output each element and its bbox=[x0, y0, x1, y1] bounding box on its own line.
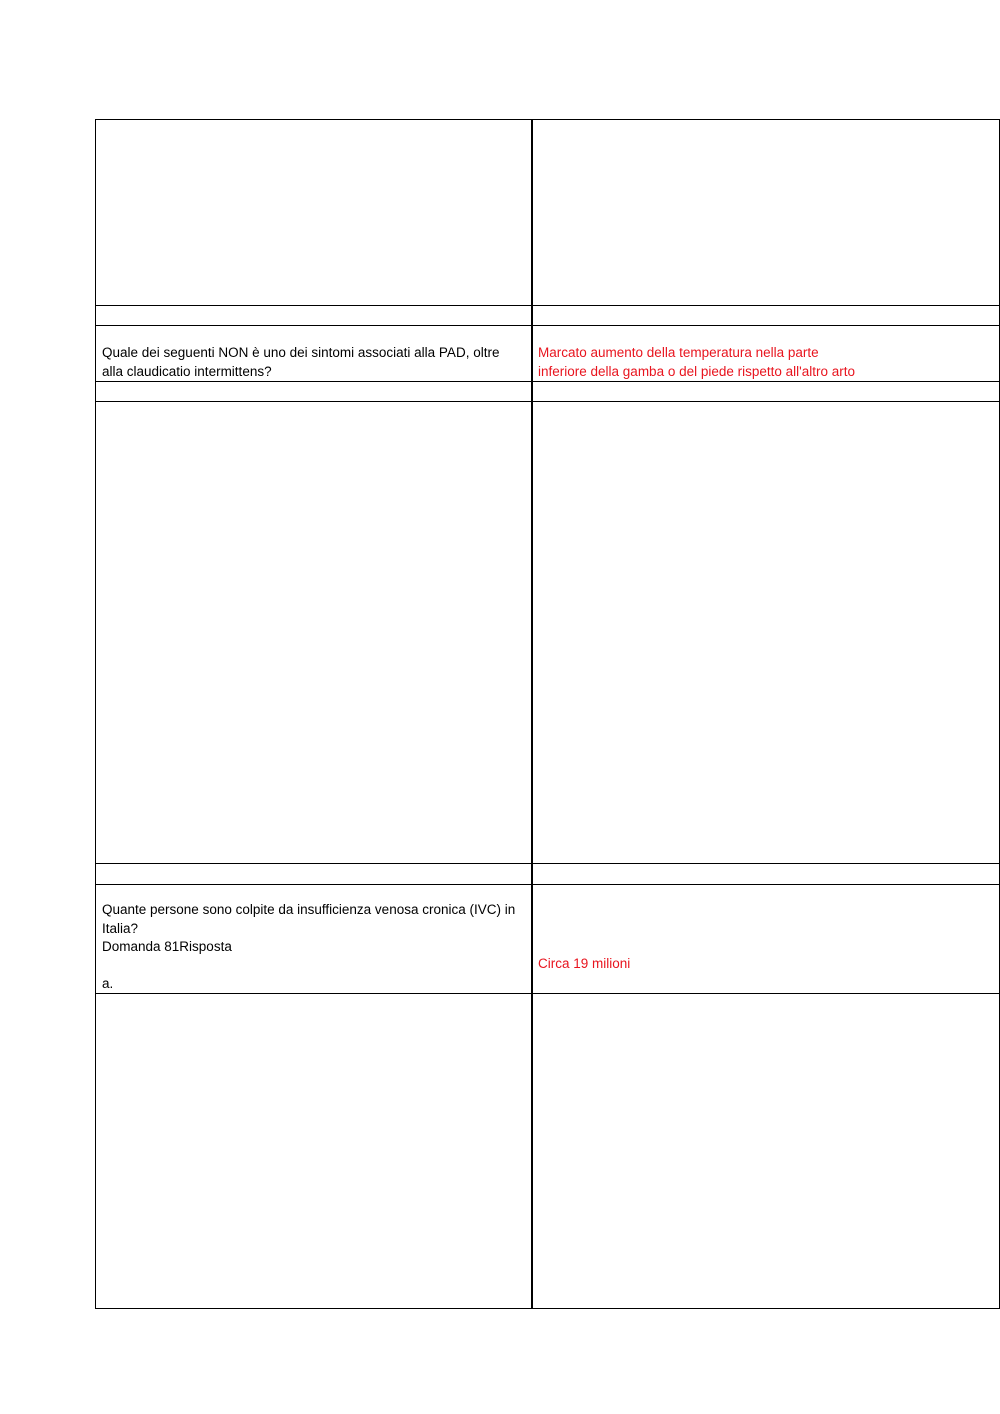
table-row bbox=[95, 993, 1000, 1309]
table-row bbox=[95, 863, 1000, 885]
answer-cell bbox=[531, 305, 1000, 326]
answer-cell bbox=[531, 119, 1000, 306]
question-cell bbox=[95, 305, 533, 326]
question-text: Quale dei seguenti NON è uno dei sintomi associati alla PAD, oltre alla claudicatio intermittens? bbox=[102, 345, 500, 379]
question-text: Quante persone sono colpite da insufficienza venosa cronica (IVC) in Italia? Domanda 81Risposta a. bbox=[102, 902, 516, 991]
answer-cell bbox=[531, 863, 1000, 885]
question-cell bbox=[95, 325, 533, 382]
answer-text: Marcato aumento della temperatura nella parte inferiore della gamba o del piede rispetto all'altro arto bbox=[538, 345, 856, 379]
question-cell bbox=[95, 993, 533, 1309]
question-cell bbox=[95, 884, 533, 994]
table-row bbox=[95, 325, 1000, 382]
answer-text: Circa 19 milioni bbox=[538, 956, 631, 971]
question-cell bbox=[95, 863, 533, 885]
table-row bbox=[95, 305, 1000, 326]
question-cell bbox=[95, 119, 533, 306]
table-row bbox=[95, 401, 1000, 864]
question-cell bbox=[95, 401, 533, 864]
table-row bbox=[95, 381, 1000, 402]
answer-cell bbox=[531, 993, 1000, 1309]
question-cell bbox=[95, 381, 533, 402]
table-row bbox=[95, 119, 1000, 306]
table-row bbox=[95, 884, 1000, 994]
answer-cell bbox=[531, 884, 1000, 994]
answer-cell bbox=[531, 325, 1000, 382]
answer-cell bbox=[531, 401, 1000, 864]
answer-cell bbox=[531, 381, 1000, 402]
quiz-table bbox=[95, 119, 1000, 1309]
